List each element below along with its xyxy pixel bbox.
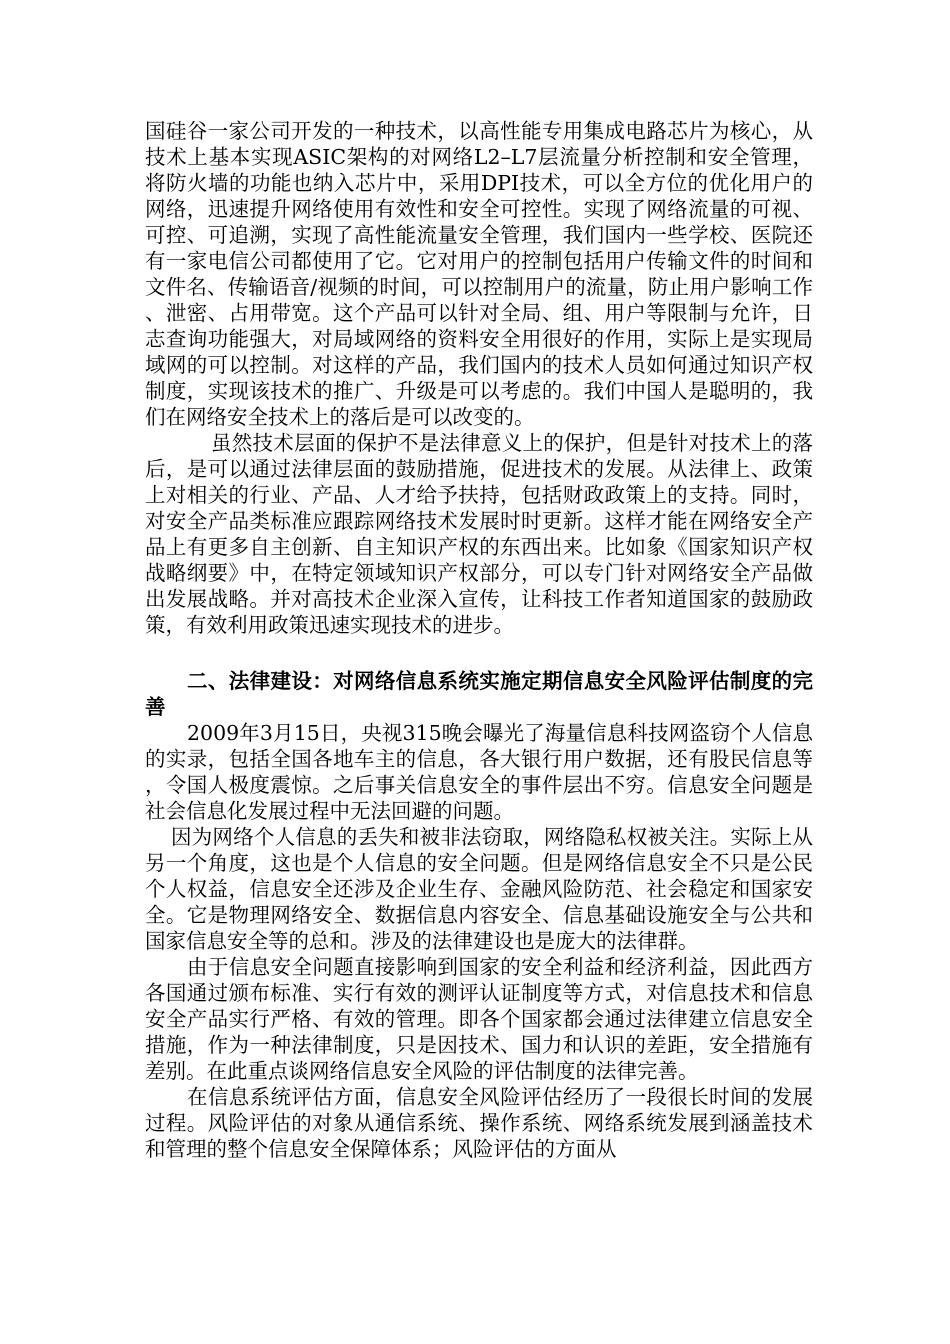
paragraph-intro-1: 国硅谷一家公司开发的一种技术，以高性能专用集成电路芯片为核心，从技术上基本实现ASIC架构的对网络L2–L7层流量分析控制和安全管理，将防火墙的功能也纳入芯片中，采用DPI技术，可以全方位的优化用户的网络，迅速提升网络使用有效性和安全可控性。实现了网络流量的可视、可控、可追溯，实现了高性能流量安全管理，我们国内一些学校、医院还有一家电信公司都使用了它。它对用户的控制包括用户传输文件的时间和文件名、传输语音/视频的时间，可以控制用户的流量，防止用户影响工作、泄密、占用带宽。这个产品可以针对全局、组、用户等限制与允许，日志查询功能强大，对局域网络的资料安全用很好的作用，实际上是实现局域网的可以控制。对这样的产品，我们国内的技术人员如何通过知识产权制度，实现该技术的推广、升级是可以考虑的。我们中国人是聪明的，我们在网络安全技术上的落后是可以改变的。: [145, 119, 813, 429]
paragraph-intro-2: 虽然技术层面的保护不是法律意义上的保护，但是针对技术上的落后，是可以通过法律层面的鼓励措施，促进技术的发展。从法律上、政策上对相关的行业、产品、人才给予扶持，包括财政政策上的支持。同时，对安全产品类标准应跟踪网络技术发展时时更新。这样才能在网络安全产品上有更多自主创新、自主知识产权的东西出来。比如象《国家知识产权战略纲要》中，在特定领域知识产权部分，可以专门针对网络安全产品做出发展战略。并对高技术企业深入宣传，让科技工作者知道国家的鼓励政策，有效利用政策迅速实现技术的进步。: [145, 431, 813, 637]
paragraph-section-1: 2009年3月15日，央视315晚会曝光了海量信息科技网盗窃个人信息的实录，包括全国各地车主的信息，各大银行用户数据，还有股民信息等，令国人极度震惊。之后事关信息安全的事件层出不穷。信息安全问题是社会信息化发展过程中无法回避的问题。: [145, 721, 813, 823]
paragraph-section-2: 因为网络个人信息的丢失和被非法窃取，网络隐私权被关注。实际上从另一个角度，这也是个人信息的安全问题。但是网络信息安全不只是公民个人权益，信息安全还涉及企业生存、金融风险防范、社会稳定和国家安全。它是物理网络安全、数据信息内容安全、信息基础设施安全与公共和国家信息安全等的总和。涉及的法律建设也是庞大的法律群。: [145, 825, 813, 953]
paragraph-section-3: 由于信息安全问题直接影响到国家的安全利益和经济利益，因此西方各国通过颁布标准、实行有效的测评认证制度等方式，对信息技术和信息安全产品实行严格、有效的管理。即各个国家都会通过法律建立信息安全措施，作为一种法律制度，只是因技术、国力和认识的差距，安全措施有差别。在此重点谈网络信息安全风险的评估制度的法律完善。: [145, 955, 813, 1083]
document-page: [145, 118, 813, 1162]
section-heading: 二、法律建设：对网络信息系统实施定期信息安全风险评估制度的完善: [145, 669, 813, 719]
paragraph-section-4: 在信息系统评估方面，信息安全风险评估经历了一段很长时间的发展过程。风险评估的对象从通信系统、操作系统、网络系统发展到涵盖技术和管理的整个信息安全保障体系；风险评估的方面从: [145, 1085, 813, 1161]
